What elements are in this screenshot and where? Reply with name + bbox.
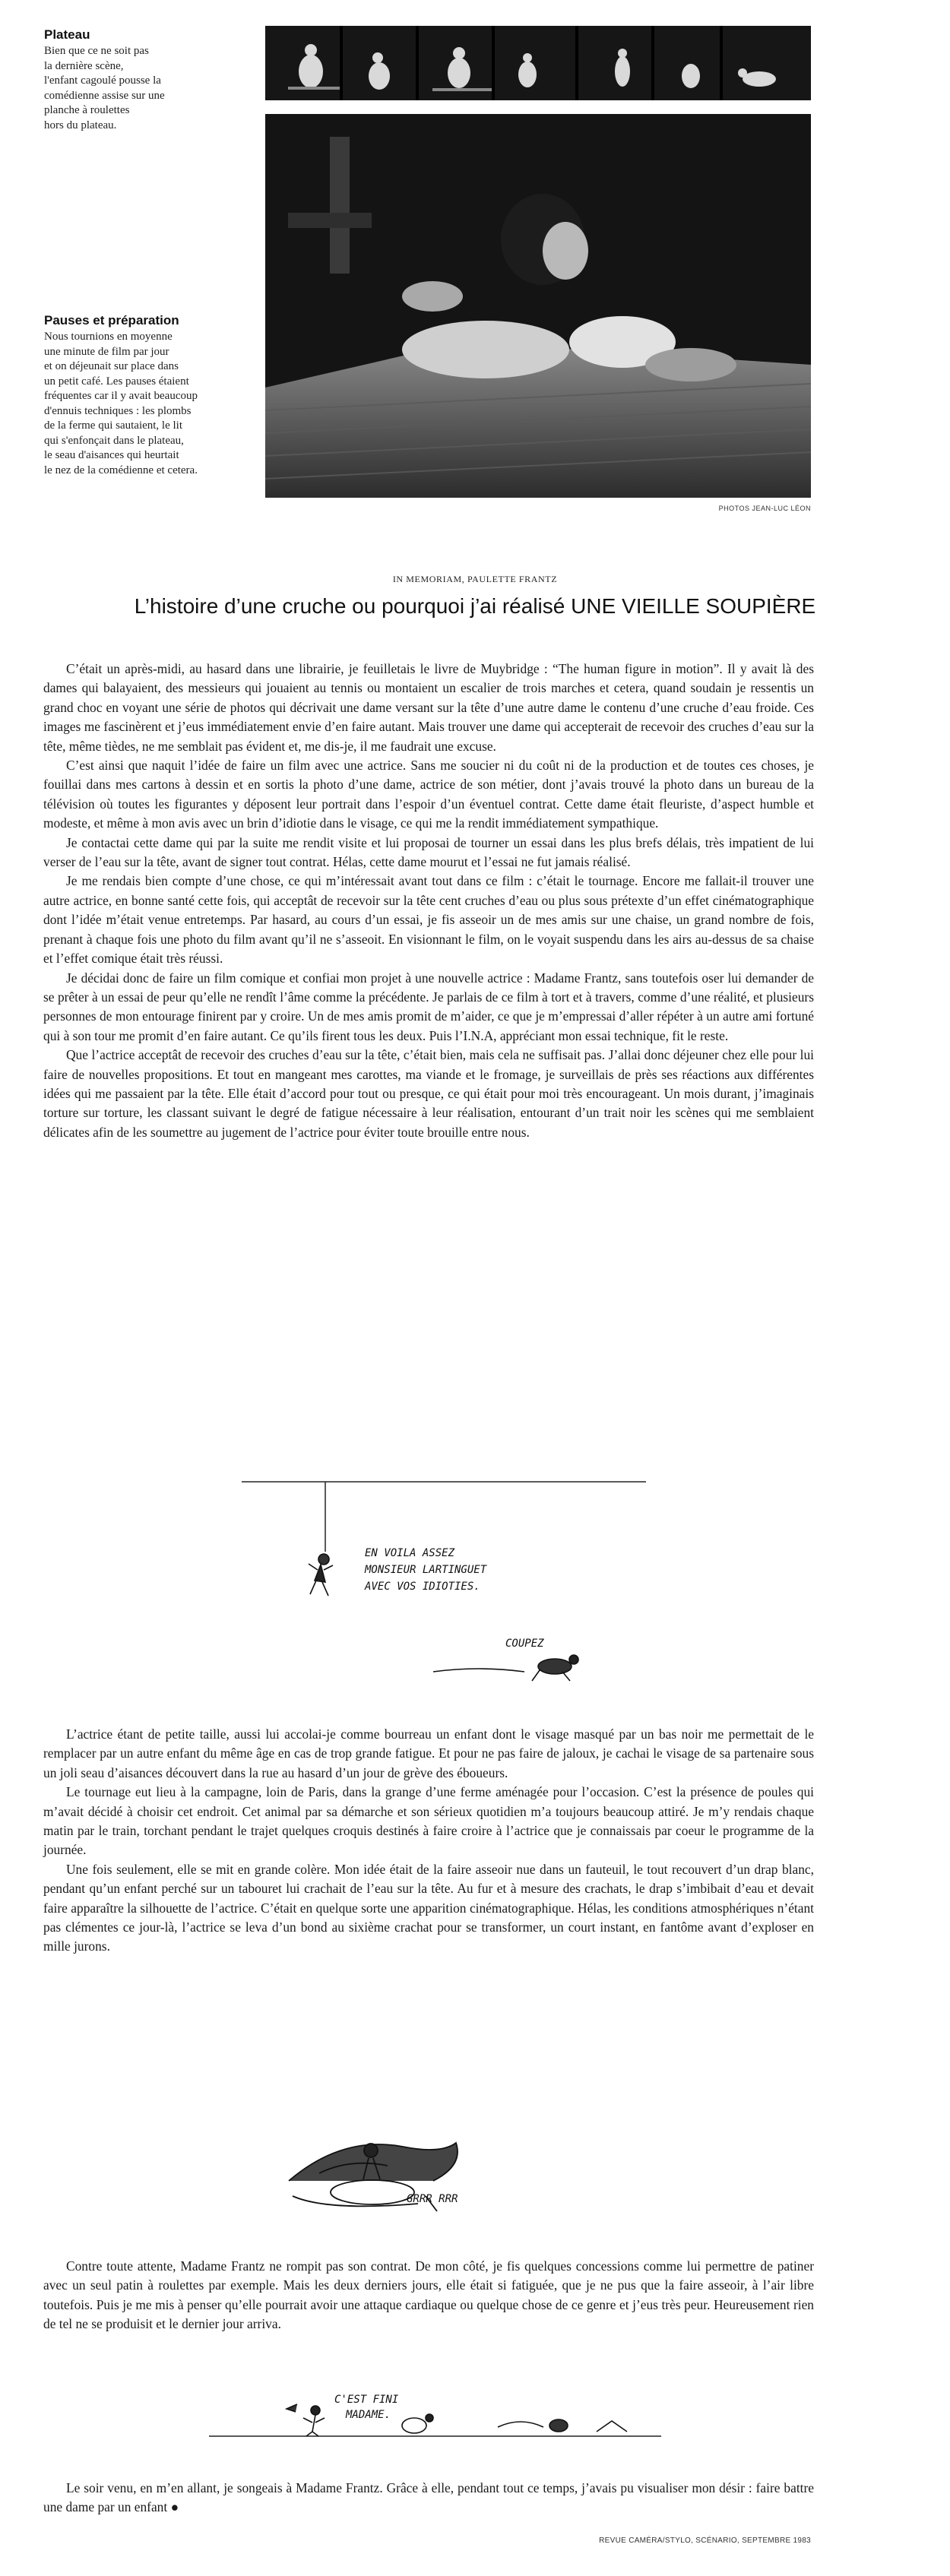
article-block-3: [43, 2257, 814, 2334]
sketch-drawing-one: [236, 1467, 646, 1695]
main-photograph: [265, 114, 811, 498]
paragraph: Le tournage eut lieu à la campagne, loin de Paris, dans la grange d’une ferme aménagée pour l’occasion. C’est la présence de poules qui m’avait décidé à choisir cet endroit. Cet animal par sa démarche et son sérieux quotidien m’a toujours beaucoup attiré. Je m’y rendais chaque matin par le train, torchant pendant le trajet quelques croquis destinés à faire croire à l’actrice que je connaissais par coeur le programme de la journée.: [43, 1784, 814, 1858]
drawing-two-text: GRRR RRR: [407, 2193, 458, 2205]
caption-body: Bien que ce ne soit pas la dernière scène, l'enfant cagoulé pousse la comédienne assise sur une planche à roulettes hors du plateau.: [44, 45, 165, 131]
paragraph: Je contactai cette dame qui par la suite me rendit visite et lui proposai de tourner un essai dans les plus brefs délais, très impatient de lui verser de l’eau sur la tête, avant de signer tout contrat. Hélas, cette dame mourut et l’essai ne fut jamais réalisé.: [43, 834, 814, 870]
caption-body: Nous tournions en moyenne une minute de film par jour et on déjeunait sur place dans un petit café. Les pauses étaient fréquentes car il y avait beaucoup d'ennuis techniques : les plombs de la ferme qui sautaient, le lit qui s'enfonçait dans le plateau, le seau d'aisances qui heurtait le nez de la comédienne et cetera.: [44, 331, 198, 476]
drawing-three-text-2: MADAME.: [346, 2409, 391, 2421]
headline-caps: UNE VIEILLE SOUPIÈRE: [571, 594, 816, 618]
caption-title: Pauses et préparation: [44, 313, 179, 328]
sketch-drawing-three-art: [201, 2378, 669, 2451]
sketch-drawing-two-art: [274, 2120, 616, 2219]
article-block-4: [43, 2479, 814, 2517]
caption-title: Plateau: [44, 27, 90, 42]
drawing-one-text-2: MONSIEUR LARTINGUET: [365, 1564, 487, 1576]
paragraph: Je décidai donc de faire un film comique et confiai mon projet à une nouvelle actrice : Madame Frantz, sans toutefois oser lui demander de se prêter à un essai de peur qu’elle ne rendît l’âme comme la précédente. Je parlais de ce film à tort et à travers, comme d’une réalité, et plusieurs personnes de mon entourage finirent par y croire. Un de mes amis promit de m’aider, ce que je m’empressai d’aller répéter à un autre ami fortuné qui à son tour me promit d’en faire autant. Ce qu’ils firent tous les deux. Puis l’I.N.A, appréciant mon essai technique, fit le reste.: [43, 970, 814, 1043]
paragraph: Que l’actrice acceptât de recevoir des cruches d’eau sur la tête, c’était bien, mais cela ne suffisait pas. J’allai donc déjeuner chez elle pour lui faire de nouvelles propositions. Et tout en mangeant mes carottes, ma viande et le fromage, je surveillais de près ses réactions aux différentes idées qui me passaient par la tête. Elle était d’accord pour tout ou presque, ce qui était pour moi très encourageant. Un mois durant, j’imaginais torture sur torture, les classant suivant le degré de fatigue nécessaire à leur réalisation, entourant d’un trait noir les scènes qui me semblaient délicates afin de les soumettre au jugement de l’actrice pour éviter toute brouille entre nous.: [43, 1047, 814, 1140]
paragraph: C’est ainsi que naquit l’idée de faire un film avec une actrice. Sans me soucier ni du coût ni de la production et de toutes ces choses, je fouillai dans mes cartons à dessin et en sortis la photo d’une dame, actrice de son métier, dont j’avais trouvé la photo dans un bureau de la télévision où toutes les figurantes y déposent leur portrait dans l’espoir d’un éventuel contrat. Cette dame était fleuriste, d’aspect humble et modeste, et même à mon avis avec un brin d’idiotie dans le visage, ce qui me la rendit immédiatement sympathique.: [43, 758, 814, 831]
photo-strip-frames: [265, 26, 811, 100]
paragraph: Contre toute attente, Madame Frantz ne rompit pas son contrat. De mon côté, je fis quelques concessions comme lui permettre de patiner avec un seul patin à roulettes par exemple. Mais les deux derniers jours, elle était si fatiguée, que je ne pus que la faire asseoir, à l’air libre toutefois. Puis je me mis à penser qu’elle pourrait avoir une attaque cardiaque ou quelque chose de ce genre et j’eus très peur. Heureusement rien de tel ne se produisit et le dernier jour arriva.: [43, 2258, 814, 2332]
drawing-one-text-3: AVEC VOS IDIOTIES.: [365, 1581, 480, 1593]
caption-pauses: [44, 313, 261, 478]
sketch-drawing-three: [201, 2378, 669, 2451]
drawing-one-text-4: COUPEZ: [505, 1638, 544, 1650]
photo-strip: [265, 26, 811, 100]
kicker: IN MEMORIAM, PAULETTE FRANTZ: [392, 574, 558, 584]
paragraph: C’était un après-midi, au hasard dans une librairie, je feuilletais le livre de Muybridge : “The human figure in motion”. Il y avait là des dames qui balayaient, des messieurs qui jouaient au tennis ou montaient un escalier de trois marches et cetera, quand soudain je ressentis un grand choc en voyant une série de photos qui décrivait une dame versant sur la tête d’une autre dame le contenu d’une cruche d’eau froide. Ces images me fascinèrent et j’eus immédiatement envie d’en faire autant. Mais trouver une dame qui accepterait de recevoir des cruches d’eau sur la tête, même tièdes, ne me semblait pas évident et, me dis-je, il me faudrait une excuse.: [43, 661, 814, 754]
article-block-2: [43, 1725, 814, 1957]
closing-text: Le soir venu, en m’en allant, je songeais à Madame Frantz. Grâce à elle, pendant tout ce temps, j’avais pu visualiser mon désir : faire battre une dame par un enfant: [43, 2480, 814, 2515]
photo-credit: PHOTOS JEAN-LUC LÉON: [718, 505, 811, 512]
paragraph: Je me rendais bien compte d’une chose, ce qui m’intéressait avant tout dans ce film : c’était le tournage. Encore me fallait-il trouver une autre actrice, en bonne santé cette fois, qui acceptât de recevoir sur la tête cent cruches d’eau ou plus sous prétexte d’un effet cinématographique dont l’idée m’était venue entretemps. Par hasard, au cours d’un essai, je fis asseoir un de mes amis sur une chaise, un grand nombre de fois, prenant à chaque fois une photo du film avant qu’il ne s’asseoit. En visionnant le film, on le voyait suspendu dans les airs au-dessus de sa chaise et l’effet comique était très réussi.: [43, 873, 814, 967]
headline: [0, 594, 950, 619]
main-photograph-scene: [265, 114, 811, 498]
sketch-drawing-one-art: [236, 1467, 646, 1695]
paragraph: [43, 2479, 814, 2517]
paragraph: Une fois seulement, elle se mit en grande colère. Mon idée était de la faire asseoir nue dans un fauteuil, le tout recouvert d’un drap blanc, pendant qu’un enfant perché sur un tabouret lui crachait de l’eau sur la tête. Au fur et à mesure des crachats, le drap s’imbibait d’eau et devait faire apparaître la silhouette de l’actrice. C’était en quelque sorte une apparition cinématographique. Hélas, les conditions atmosphériques n’étant pas clémentes ce jour-là, l’actrice se leva d’un bond au sixième crachat pour se transformer, un court instant, en fantôme avant d’exploser en mille jurons.: [43, 1861, 814, 1954]
sketch-drawing-two: [274, 2120, 616, 2219]
footer-citation: REVUE CAMÉRA/STYLO, SCÉNARIO, SEPTEMBRE 1983: [599, 2536, 811, 2545]
drawing-one-text-1: EN VOILA ASSEZ: [365, 1547, 455, 1559]
paragraph: L’actrice étant de petite taille, aussi lui accolai-je comme bourreau un enfant dont le visage masqué par un bas noir me permettait de le remplacer par un autre enfant du même âge en cas de trop grande fatigue. Et pour ne pas faire de jaloux, je cachai le visage de sa partenaire sous un joli seau d’aisances découvert dans la rue au hasard d’un jour de grève des éboueurs.: [43, 1726, 814, 1780]
end-mark: ●: [170, 2499, 179, 2515]
caption-plateau: [44, 27, 249, 133]
headline-lead: L’histoire d’une cruche ou pourquoi j’ai réalisé: [134, 594, 565, 618]
article-block-1: [43, 660, 814, 1142]
drawing-three-text-1: C'EST FINI: [334, 2394, 399, 2406]
